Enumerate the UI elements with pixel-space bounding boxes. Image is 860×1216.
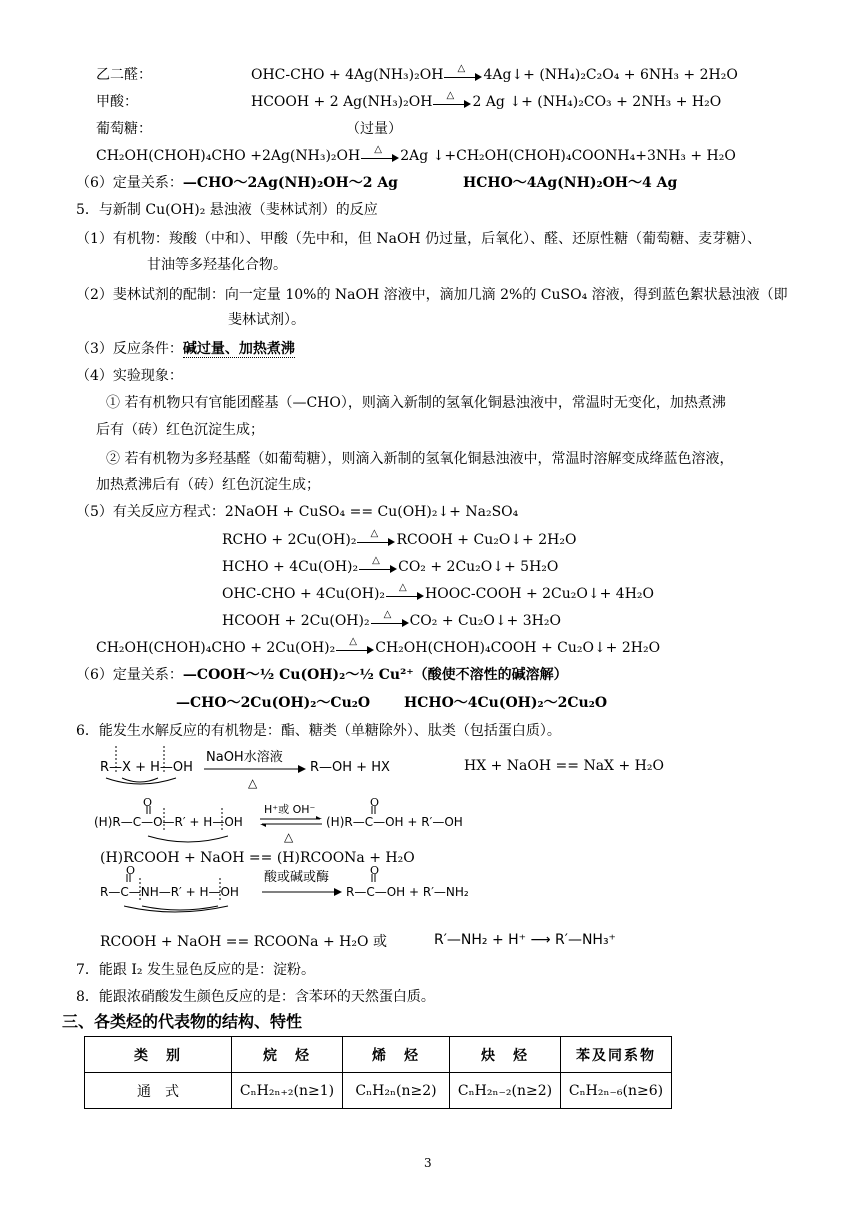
equation-glyoxal [251, 63, 738, 84]
heat-arrow-icon: △ [357, 533, 395, 547]
equation-left: CH₂OH(CHOH)₄CHO +2Ag(NH₃)₂OH [96, 148, 361, 164]
table-header: 炔 烃 [450, 1037, 561, 1073]
reaction-arrow-icon [204, 764, 306, 774]
equation-right: 2Ag ↓+CH₂OH(CHOH)₄COONH₄+3NH₃ + H₂O [400, 148, 736, 164]
note-excess: （过量） [346, 121, 402, 137]
equation-left: HCOOH + 2 Ag(NH₃)₂OH [251, 94, 433, 110]
heat-arrow-icon: △ [359, 560, 397, 574]
condition-acid-base-enzyme: 酸或碱或酶 [264, 870, 330, 885]
paragraph: 后有（砖）红色沉淀生成； [96, 422, 264, 438]
quantitative-relation-cho-cu: —CHO～2Cu(OH)₂～Cu₂O [176, 695, 371, 711]
table-row [85, 1073, 672, 1109]
table-cell: CₙH₂ₙ(n≥2) [343, 1073, 450, 1109]
table-cell: CₙH₂ₙ₋₆(n≥6) [561, 1073, 672, 1109]
paragraph: （5）有关反应方程式：2NaOH + CuSO₄ == Cu(OH)₂↓+ Na₂SO₄ [76, 504, 519, 520]
table-cell: 通 式 [85, 1073, 232, 1109]
table-cell: CₙH₂ₙ₋₂(n≥2) [450, 1073, 561, 1109]
paragraph: ② 若有机物为多羟基醛（如葡萄糖），则滴入新制的氢氧化铜悬浊液中，常温时溶解变成绛蓝色溶液， [106, 451, 734, 467]
table-cell: CₙH₂ₙ₊₂(n≥1) [232, 1073, 343, 1109]
heat-arrow-icon: △ [444, 68, 482, 82]
quantitative-relation-ag: （6）定量关系：—CHO～2Ag(NH)₂OH～2 Ag [76, 175, 398, 191]
hydrolysis-peptide: R—C—NH—R′ + H—OH [100, 885, 239, 899]
condition-naoh: NaOH水溶液 [206, 750, 283, 765]
carbonyl-oxygen: O [370, 796, 380, 809]
paragraph: （2）斐林试剂的配制：向一定量 10%的 NaOH 溶液中，滴加几滴 2%的 CuSO₄ 溶液，得到蓝色絮状悬浊液（即 [76, 287, 788, 303]
carbonyl-oxygen: O [143, 796, 153, 809]
equation-glyoxal-cu: OHC-CHO + 4Cu(OH)₂ △ HOOC-COOH + 2Cu₂O↓+ 4H₂O [222, 582, 654, 602]
equation-glucose [96, 144, 736, 165]
heat-arrow-icon: △ [371, 614, 409, 628]
paragraph-protein: 8．能跟浓硝酸发生颜色反应的是：含苯环的天然蛋白质。 [76, 989, 435, 1005]
neutralization-hx: HX + NaOH == NaX + H₂O [464, 758, 664, 774]
table-header: 烷 烃 [232, 1037, 343, 1073]
equation-right: 2 Ag ↓+ (NH₄)₂CO₃ + 2NH₃ + H₂O [472, 94, 722, 110]
paragraph: （1）有机物：羧酸（中和）、甲酸（先中和，但 NaOH 仍过量，后氧化）、醛、还原性糖（葡萄糖、麦芽糖）、 [76, 231, 762, 247]
heading-hydrolysis: 6．能发生水解反应的有机物是：酯、糖类（单糖除外）、肽类（包括蛋白质）。 [76, 723, 561, 739]
hydrolysis-peptide-product: R—C—OH + R′—NH₂ [346, 885, 469, 899]
hydrolysis-product: R—OH + HX [310, 760, 390, 775]
table-header-row [85, 1037, 672, 1073]
equation-formic-acid [251, 90, 722, 111]
equation-right: 4Ag↓+ (NH₄)₂C₂O₄ + 6NH₃ + 2H₂O [483, 67, 738, 83]
section-heading-hydrocarbons: 三、各类烃的代表物的结构、特性 [62, 1012, 303, 1031]
word-or: 或 [373, 934, 387, 950]
carbonyl-oxygen: O [126, 864, 136, 877]
table-header: 苯及同系物 [561, 1037, 672, 1073]
equation-glucose-cu: CH₂OH(CHOH)₄CHO + 2Cu(OH)₂ △ CH₂OH(CHOH)₄COOH + Cu₂O↓+ 2H₂O [96, 636, 661, 656]
equation-acid-naoh: (H)RCOOH + NaOH == (H)RCOONa + H₂O [100, 850, 415, 866]
heat-arrow-icon: △ [433, 95, 471, 109]
reaction-conditions: （3）反应条件：碱过量、加热煮沸 [76, 341, 295, 357]
table-header: 烯 烃 [343, 1037, 450, 1073]
paragraph: 斐林试剂）。 [228, 312, 305, 328]
paragraph: （4）实验现象： [76, 368, 183, 384]
equation-hcooh-cu: HCOOH + 2Cu(OH)₂ △ CO₂ + Cu₂O↓+ 3H₂O [222, 609, 561, 629]
quantitative-relation-hcho-cu: HCHO～4Cu(OH)₂～2Cu₂O [404, 695, 608, 711]
label-glyoxal: 乙二醛： [96, 67, 152, 83]
hydrocarbon-table [84, 1036, 672, 1109]
equation-rcooh-naoh: RCOOH + NaOH == RCOONa + H₂O [100, 934, 369, 950]
label-formic-acid: 甲酸： [96, 94, 138, 110]
heat-arrow-icon: △ [361, 149, 399, 163]
hydrolysis-ester-product: (H)R—C—OH + R′—OH [326, 815, 463, 829]
condition-acid-base: H⁺或 OH⁻ [264, 803, 316, 816]
bond-cleavage-marks-icon [100, 742, 220, 790]
heat-arrow-icon: △ [386, 587, 424, 601]
paragraph: 加热煮沸后有（砖）红色沉淀生成； [96, 477, 320, 493]
heat-triangle-icon: △ [284, 830, 294, 844]
heat-arrow-icon: △ [336, 641, 374, 655]
hydrolysis-haloalkane: R—X + H—OH [100, 760, 193, 775]
table-header: 类 别 [85, 1037, 232, 1073]
equation-rcho: RCHO + 2Cu(OH)₂ △ RCOOH + Cu₂O↓+ 2H₂O [222, 528, 577, 548]
paragraph: ① 若有机物只有官能团醛基（—CHO），则滴入新制的氢氧化铜悬浊液中，常温时无变化，加热煮沸 [106, 395, 726, 411]
carbonyl-oxygen: O [370, 864, 380, 877]
bond-cleavage-marks-icon [138, 806, 228, 846]
equation-left: OHC-CHO + 4Ag(NH₃)₂OH [251, 67, 444, 83]
heat-triangle-icon: △ [248, 776, 258, 790]
equation-hcho: HCHO + 4Cu(OH)₂ △ CO₂ + 2Cu₂O↓+ 5H₂O [222, 555, 559, 575]
heading-fehling: 5．与新制 Cu(OH)₂ 悬浊液（斐林试剂）的反应 [76, 202, 378, 218]
quantitative-relation-hcho: HCHO～4Ag(NH)₂OH～4 Ag [463, 175, 678, 191]
quantitative-relation-cooh: （6）定量关系：—COOH～½ Cu(OH)₂～½ Cu²⁺（酸使不溶性的碱溶解） [76, 667, 568, 683]
paragraph: 甘油等多羟基化合物。 [147, 257, 287, 273]
hydrolysis-ester: (H)R—C—O—R′ + H—OH [94, 815, 243, 829]
reaction-arrow-icon [262, 887, 342, 897]
reversible-arrow-icon [260, 816, 324, 828]
paragraph-starch: 7．能跟 I₂ 发生显色反应的是：淀粉。 [76, 962, 315, 978]
label-glucose: 葡萄糖： [96, 121, 152, 137]
page-number: 3 [424, 1156, 432, 1170]
equation-amine-protonation: R′—NH₂ + H⁺ ⟶ R′—NH₃⁺ [434, 932, 616, 948]
